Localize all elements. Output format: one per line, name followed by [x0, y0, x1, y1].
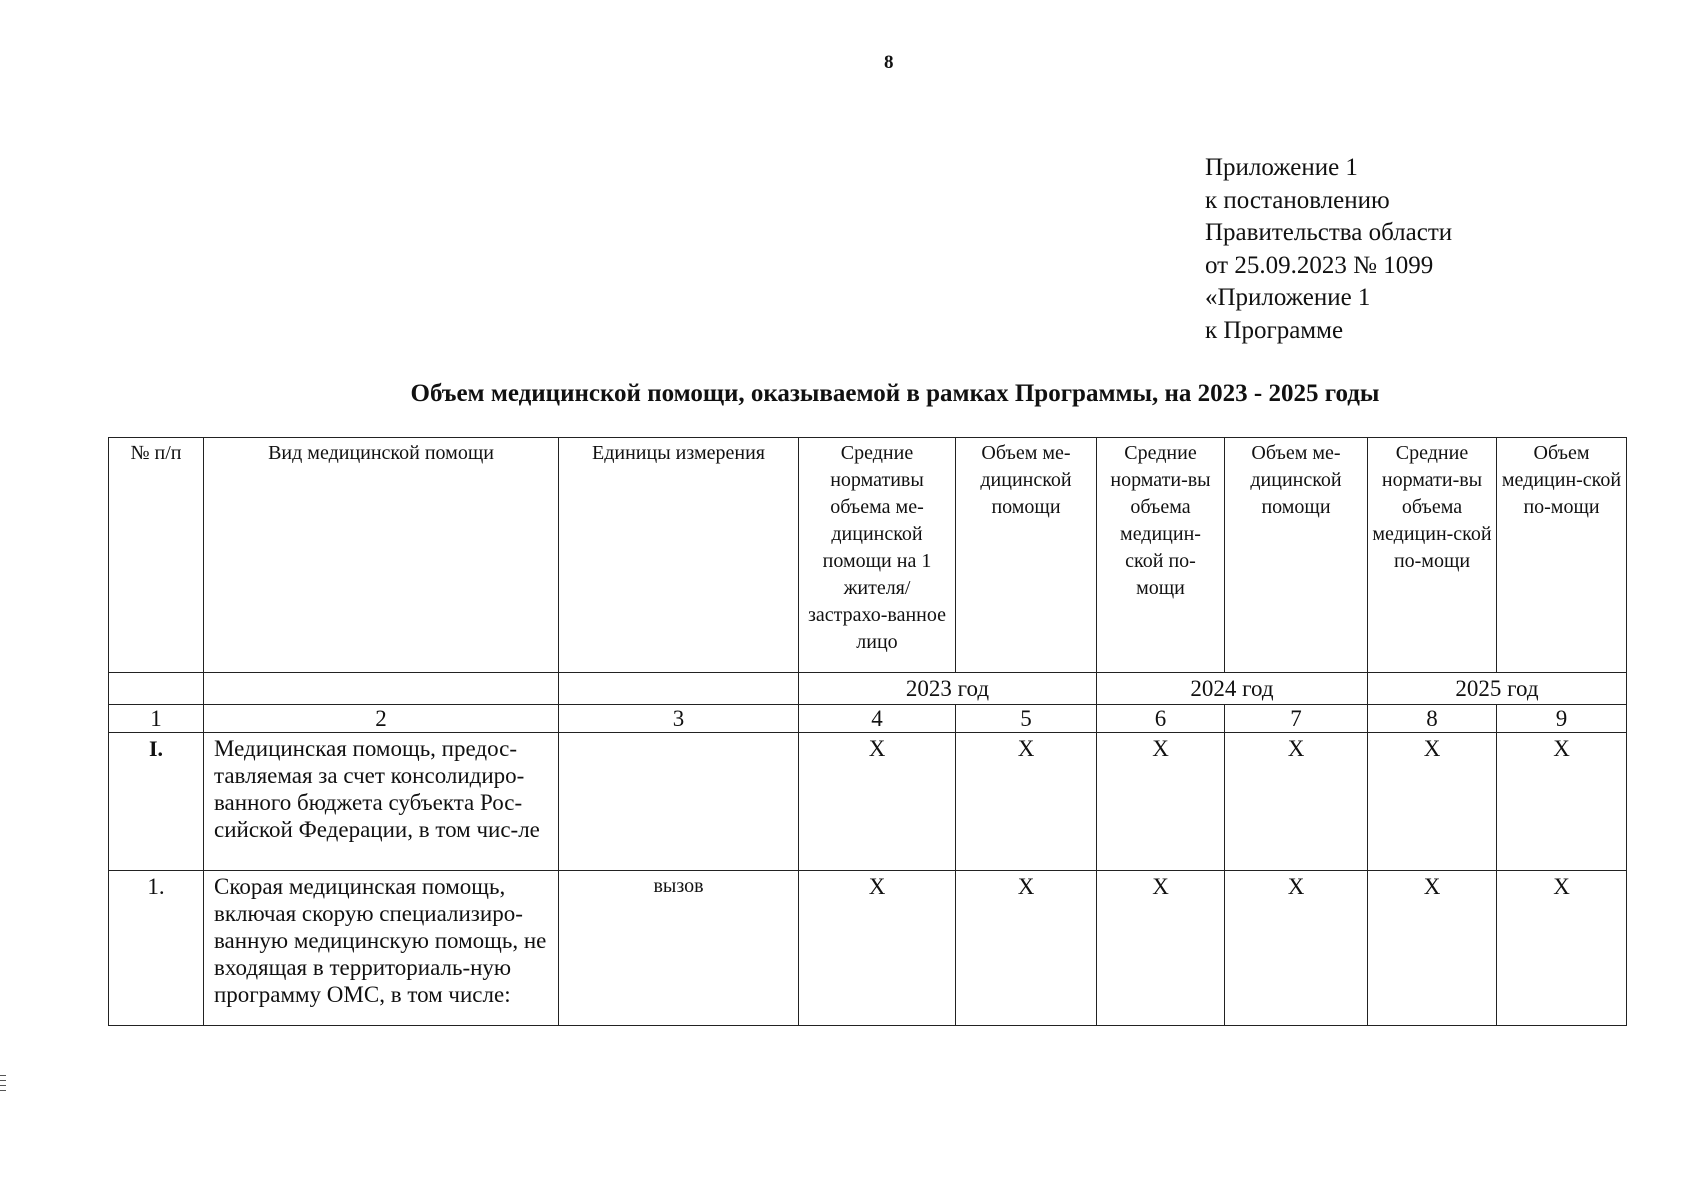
- row-value: X: [799, 871, 956, 1026]
- table-row: [109, 871, 1627, 1026]
- row-value: X: [1368, 871, 1497, 1026]
- table-header-row: [109, 438, 1627, 673]
- table-row: [109, 733, 1627, 871]
- row-number: 1.: [109, 871, 204, 1026]
- column-number-row: [109, 705, 1627, 733]
- appendix-line: к постановлению: [1205, 186, 1390, 214]
- header-volume-2025: Объем медицин-ской по-мощи: [1497, 438, 1627, 673]
- row-value: X: [1225, 871, 1368, 1026]
- row-number: I.: [109, 733, 204, 871]
- header-norm-2025: Средние нормати-вы объема медицин-ской по-мощи: [1368, 438, 1497, 673]
- empty-cell: [204, 673, 559, 705]
- column-number: 6: [1097, 705, 1225, 733]
- row-value: X: [1497, 871, 1627, 1026]
- scan-edge-marks: [0, 1075, 6, 1095]
- year-2025: 2025 год: [1368, 673, 1627, 705]
- column-number: 8: [1368, 705, 1497, 733]
- column-number: 4: [799, 705, 956, 733]
- column-number: 9: [1497, 705, 1627, 733]
- column-number: 1: [109, 705, 204, 733]
- document-title: Объем медицинской помощи, оказываемой в рамках Программы, на 2023 - 2025 годы: [410, 380, 1380, 407]
- column-number: 7: [1225, 705, 1368, 733]
- row-care-type: Медицинская помощь, предос-тавляемая за счет консолидиро-ванного бюджета субъекта Рос-сийской Федерации, в том чис-ле: [204, 733, 559, 871]
- medical-volume-table: [108, 437, 1627, 1026]
- appendix-line: от 25.09.2023 № 1099: [1205, 251, 1434, 279]
- row-value: X: [1097, 871, 1225, 1026]
- empty-cell: [559, 673, 799, 705]
- header-unit: Единицы измерения: [559, 438, 799, 673]
- year-row: [109, 673, 1627, 705]
- header-volume-2024: Объем ме-дицинской помощи: [1225, 438, 1368, 673]
- row-value: X: [1368, 733, 1497, 871]
- row-value: X: [1097, 733, 1225, 871]
- row-care-type: Скорая медицинская помощь, включая скорую специализиро-ванную медицинскую помощь, не входящая в территориаль-ную программу ОМС, в том числе:: [204, 871, 559, 1026]
- column-number: 5: [956, 705, 1097, 733]
- column-number: 2: [204, 705, 559, 733]
- appendix-line: Приложение 1: [1205, 154, 1358, 181]
- row-unit: [559, 733, 799, 871]
- header-number: № п/п: [109, 438, 204, 673]
- header-volume-2023: Объем ме-дицинской помощи: [956, 438, 1097, 673]
- header-care-type: Вид медицинской помощи: [204, 438, 559, 673]
- row-value: X: [1225, 733, 1368, 871]
- header-norm-2023: Средние нормативы объема ме-дицинской помощи на 1 жителя/ застрахо-ванное лицо: [799, 438, 956, 673]
- appendix-line: «Приложение 1: [1205, 284, 1371, 311]
- column-number: 3: [559, 705, 799, 733]
- empty-cell: [109, 673, 204, 705]
- appendix-line: к Программе: [1205, 316, 1344, 344]
- appendix-line: Правительства области: [1205, 219, 1453, 246]
- row-value: X: [956, 871, 1097, 1026]
- appendix-reference: [1205, 152, 1452, 347]
- row-value: X: [1497, 733, 1627, 871]
- row-value: X: [799, 733, 956, 871]
- row-unit: вызов: [559, 871, 799, 1026]
- row-value: X: [956, 733, 1097, 871]
- year-2023: 2023 год: [799, 673, 1097, 705]
- header-norm-2024: Средние нормати-вы объема медицин-ской по-мощи: [1097, 438, 1225, 673]
- page-number: 8: [884, 52, 894, 73]
- year-2024: 2024 год: [1097, 673, 1368, 705]
